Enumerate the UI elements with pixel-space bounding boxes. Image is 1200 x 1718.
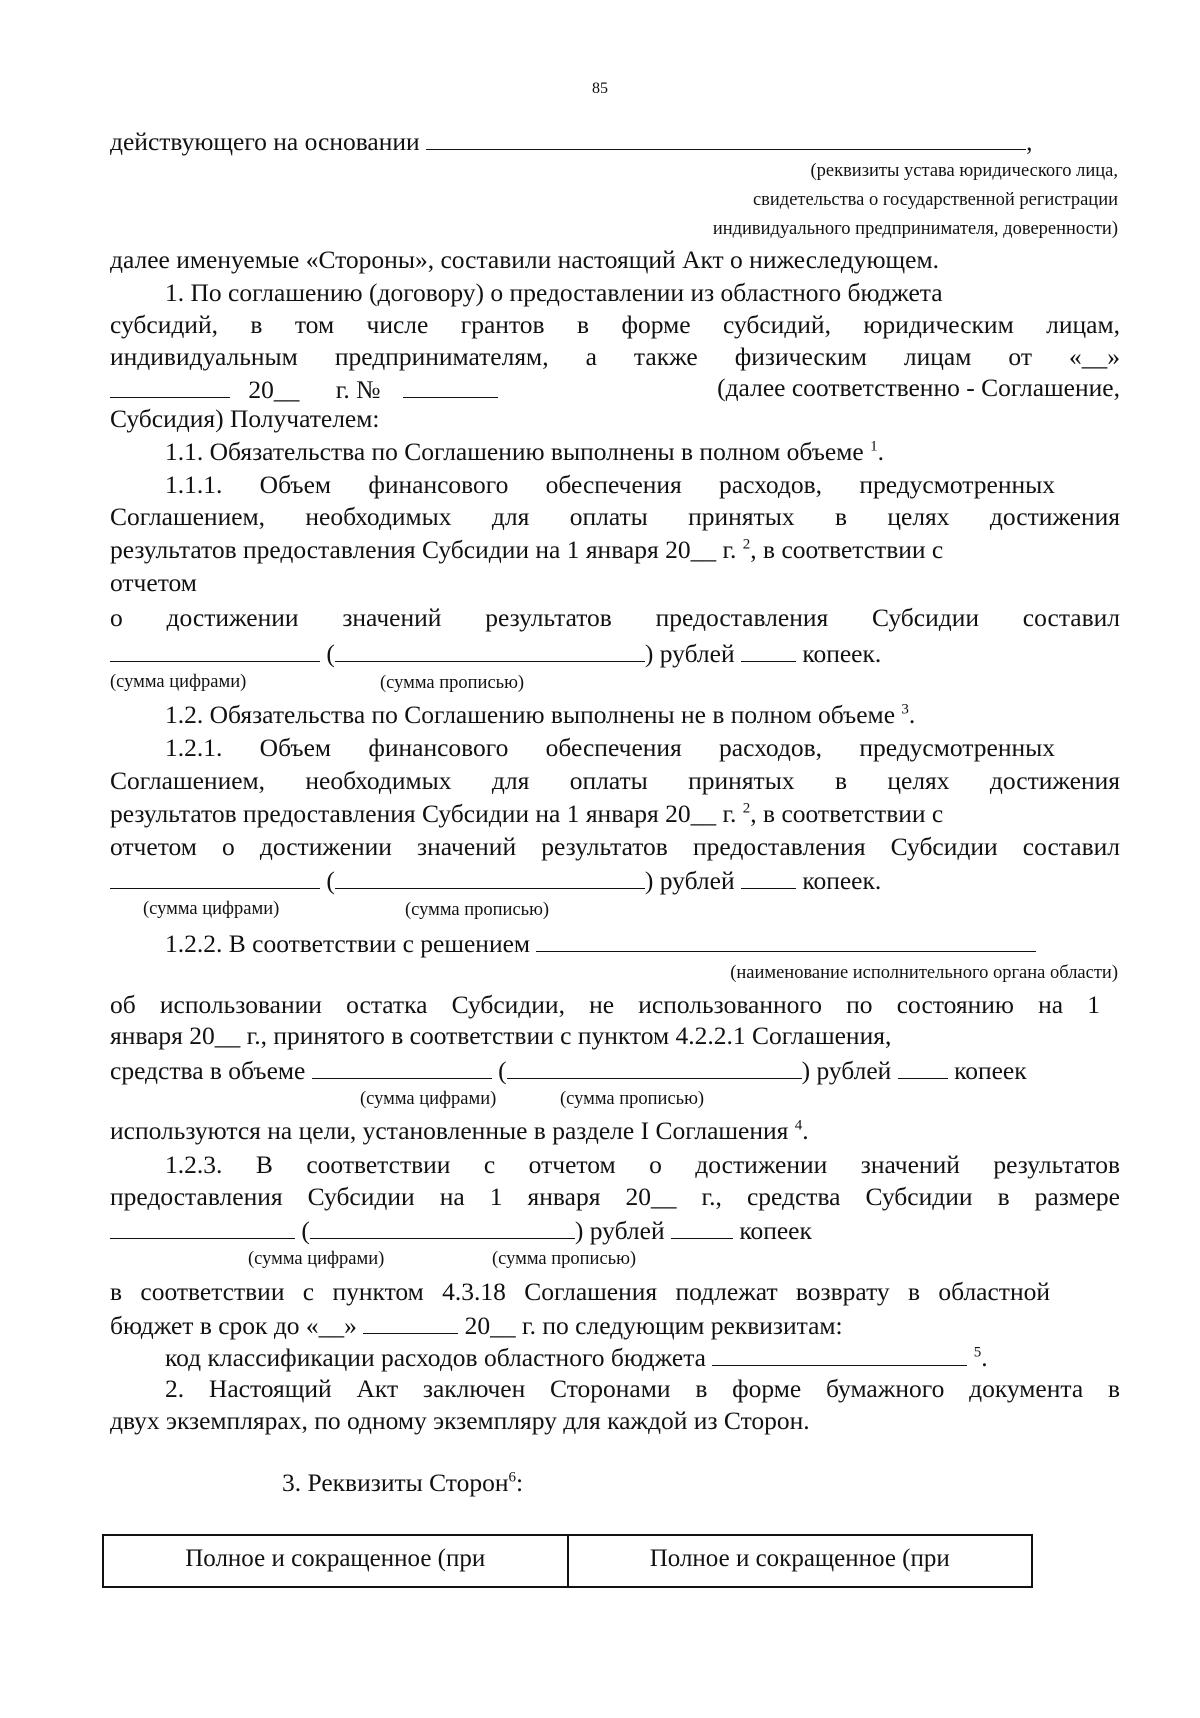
para-1-2 bbox=[165, 700, 915, 730]
caption-sum-digits: (сумма цифрами) bbox=[110, 672, 247, 692]
para-1-2-1-line-3-end: , в соответствии с bbox=[750, 799, 944, 828]
para-1-1-text: 1.1. Обязательства по Соглашению выполнены в полном объеме bbox=[165, 437, 864, 466]
rubles-label-4: ) рублей bbox=[574, 1216, 665, 1245]
para-1-2-1-line-4: отчетом о достижении значений результатов предоставления Субсидии составил bbox=[110, 832, 1120, 861]
para-3-heading bbox=[282, 1468, 523, 1498]
para-1-2-text: 1.2. Обязательства по Соглашению выполнены не в полном объеме bbox=[165, 700, 896, 729]
blank-basis bbox=[426, 125, 1026, 150]
kopecks-label-4: копеек bbox=[739, 1216, 812, 1245]
rubles-label-3: ) рублей bbox=[801, 1056, 892, 1085]
para-1-1-1-line-3 bbox=[110, 535, 1120, 565]
para-1-1-1-line-4: отчетом bbox=[110, 568, 197, 597]
para-1-2-2-text: 1.2.2. В соответствии с решением bbox=[165, 929, 531, 958]
further-named-text: (далее соответственно - Соглашение, bbox=[717, 373, 1120, 402]
para-1-2-1: 1.2.1. Объем финансового обеспечения расходов, предусмотренных bbox=[165, 733, 1055, 762]
para-1-2-1-line-3 bbox=[110, 799, 1120, 829]
blank-deadline-month bbox=[363, 1309, 458, 1334]
caption-sum-digits-2: (сумма цифрами) bbox=[143, 899, 280, 919]
para-1-2-3: 1.2.3. В соответствии с отчетом о достижении значений результатов bbox=[165, 1150, 1120, 1179]
para-1-2-end: . bbox=[908, 700, 916, 729]
para-1-2-3-line-2: предоставления Субсидии на 1 января 20__ г., средства Субсидии в размере bbox=[110, 1182, 1120, 1211]
para-2: 2. Настоящий Акт заключен Сторонами в форме бумажного документа в bbox=[165, 1374, 1120, 1403]
para-1-line-4 bbox=[110, 373, 1120, 403]
blank-kopecks bbox=[741, 637, 796, 662]
caption-org: (наименование исполнительного органа области) bbox=[730, 963, 1118, 983]
caption-requisites-1: (реквизиты устава юридического лица, bbox=[810, 161, 1118, 181]
caption-sum-words-3: (сумма прописью) bbox=[560, 1089, 705, 1109]
blank-classification-code bbox=[712, 1341, 967, 1366]
para-1-1-end: . bbox=[877, 437, 884, 466]
para-1-2-3-line-5 bbox=[110, 1309, 843, 1339]
para-1-1-1-line-3-text: результатов предоставления Субсидии на 1 января 20__ г. bbox=[110, 535, 737, 564]
para-1-2-3-line-4: в соответствии с пунктом 4.3.18 Соглашения подлежат возврату в областной bbox=[110, 1277, 1050, 1306]
footnote-5: 5 bbox=[973, 1344, 982, 1361]
para-1: 1. По соглашению (договору) о предоставлении из областного бюджета bbox=[165, 278, 943, 307]
para-3-heading-end: : bbox=[516, 1468, 524, 1497]
blank-kopecks-4 bbox=[671, 1214, 733, 1239]
blank-sum-digits bbox=[110, 637, 320, 662]
caption-requisites-3: индивидуального предпринимателя, доверенности) bbox=[712, 219, 1118, 239]
classification-code-line bbox=[165, 1341, 988, 1371]
table-header-party-1: Полное и сокращенное (при bbox=[185, 1545, 486, 1572]
line-basis-text: действующего на основании bbox=[110, 127, 420, 156]
page-number: 85 bbox=[592, 80, 608, 97]
year-text: 20__ bbox=[248, 375, 300, 404]
blank-agreement-number bbox=[403, 373, 498, 398]
number-label: г. № bbox=[335, 375, 381, 404]
blank-kopecks-3 bbox=[898, 1054, 948, 1079]
requisites-table bbox=[102, 1534, 1033, 1588]
kopecks-label-3: копеек bbox=[954, 1056, 1027, 1085]
para-1-2-2 bbox=[165, 927, 1036, 957]
classification-code-end: . bbox=[981, 1343, 988, 1372]
para-1-2-2-line-3: января 20__ г., принятого в соответствии с пунктом 4.2.2.1 Соглашения, bbox=[110, 1021, 892, 1050]
deadline-text: бюджет в срок до «__» bbox=[110, 1311, 357, 1340]
paren-open-3: ( bbox=[498, 1056, 507, 1085]
blank-sum-words bbox=[335, 637, 645, 662]
caption-sum-words-4: (сумма прописью) bbox=[492, 1249, 637, 1269]
caption-sum-words: (сумма прописью) bbox=[380, 673, 525, 693]
caption-sum-digits-3: (сумма цифрами) bbox=[360, 1089, 497, 1109]
blank-sum-digits-4 bbox=[110, 1214, 295, 1239]
para-1-2-2-line-5-end: . bbox=[802, 1116, 809, 1145]
funds-label: средства в объеме bbox=[110, 1056, 306, 1085]
para-1-1-1-line-3-end: , в соответствии с bbox=[750, 535, 944, 564]
para-1-2-1-line-2: Соглашением, необходимых для оплаты принятых в целях достижения bbox=[110, 766, 1120, 795]
para-1-line-3: индивидуальным предпринимателям, а также физическим лицам от «__» bbox=[110, 342, 1120, 371]
blank-sum-words-4 bbox=[310, 1214, 575, 1239]
line-parties: далее именуемые «Стороны», составили настоящий Акт о нижеследующем. bbox=[110, 245, 939, 274]
caption-requisites-2: свидетельства о государственной регистрации bbox=[752, 190, 1118, 210]
para-1-2-1-line-3-text: результатов предоставления Субсидии на 1 января 20__ г. bbox=[110, 799, 737, 828]
para-1-2-2-line-5 bbox=[110, 1116, 809, 1146]
amount-line-1 bbox=[110, 637, 881, 667]
para-1-2-2-line-5-text: используются на цели, установленные в разделе I Соглашения bbox=[110, 1116, 789, 1145]
blank-sum-words-3 bbox=[507, 1054, 802, 1079]
paren-open: ( bbox=[326, 639, 335, 668]
table-header-party-2: Полное и сокращенное (при bbox=[567, 1536, 1032, 1586]
footnote-2: 2 bbox=[742, 536, 751, 553]
amount-line-2 bbox=[110, 864, 881, 894]
deadline-year-text: 20__ г. по следующим реквизитам: bbox=[464, 1311, 843, 1340]
rubles-label: ) рублей bbox=[644, 639, 735, 668]
para-1-1 bbox=[165, 437, 884, 467]
blank-sum-words-2 bbox=[335, 864, 645, 889]
line-basis bbox=[110, 125, 1032, 155]
kopecks-label-2: копеек. bbox=[802, 866, 882, 895]
footnote-6: 6 bbox=[508, 1469, 516, 1486]
footnote-2b: 2 bbox=[742, 800, 751, 817]
para-1-line-2: субсидий, в том числе грантов в форме субсидий, юридическим лицам, bbox=[110, 310, 1120, 339]
footnote-4: 4 bbox=[794, 1117, 803, 1134]
amount-line-4 bbox=[110, 1214, 812, 1244]
para-1-2-2-line-2: об использовании остатка Субсидии, не использованного по состоянию на 1 bbox=[110, 990, 1100, 1019]
paren-open-2: ( bbox=[326, 866, 335, 895]
para-2-line-2: двух экземплярах, по одному экземпляру для каждой из Сторон. bbox=[110, 1406, 810, 1435]
blank-sum-digits-2 bbox=[110, 864, 320, 889]
footnote-1: 1 bbox=[870, 438, 878, 455]
paren-open-4: ( bbox=[301, 1216, 310, 1245]
kopecks-label: копеек. bbox=[802, 639, 882, 668]
blank-sum-digits-3 bbox=[312, 1054, 492, 1079]
amount-line-3 bbox=[110, 1054, 1027, 1084]
blank-kopecks-2 bbox=[741, 864, 796, 889]
blank-decision bbox=[536, 927, 1036, 952]
para-1-1-1-line-5: о достижении значений результатов предоставления Субсидии составил bbox=[110, 603, 1120, 632]
para-1-1-1: 1.1.1. Объем финансового обеспечения расходов, предусмотренных bbox=[165, 470, 1055, 499]
para-1-line-5: Субсидия) Получателем: bbox=[110, 404, 380, 433]
para-1-1-1-line-2: Соглашением, необходимых для оплаты принятых в целях достижения bbox=[110, 502, 1120, 531]
caption-sum-words-2: (сумма прописью) bbox=[405, 900, 550, 920]
blank-date-month bbox=[110, 373, 230, 398]
classification-code-label: код классификации расходов областного бюджета bbox=[165, 1343, 706, 1372]
caption-sum-digits-4: (сумма цифрами) bbox=[248, 1249, 385, 1269]
rubles-label-2: ) рублей bbox=[644, 866, 735, 895]
line-basis-end: , bbox=[1026, 127, 1033, 156]
para-3-heading-text: 3. Реквизиты Сторон bbox=[282, 1468, 509, 1497]
footnote-3: 3 bbox=[901, 701, 909, 718]
